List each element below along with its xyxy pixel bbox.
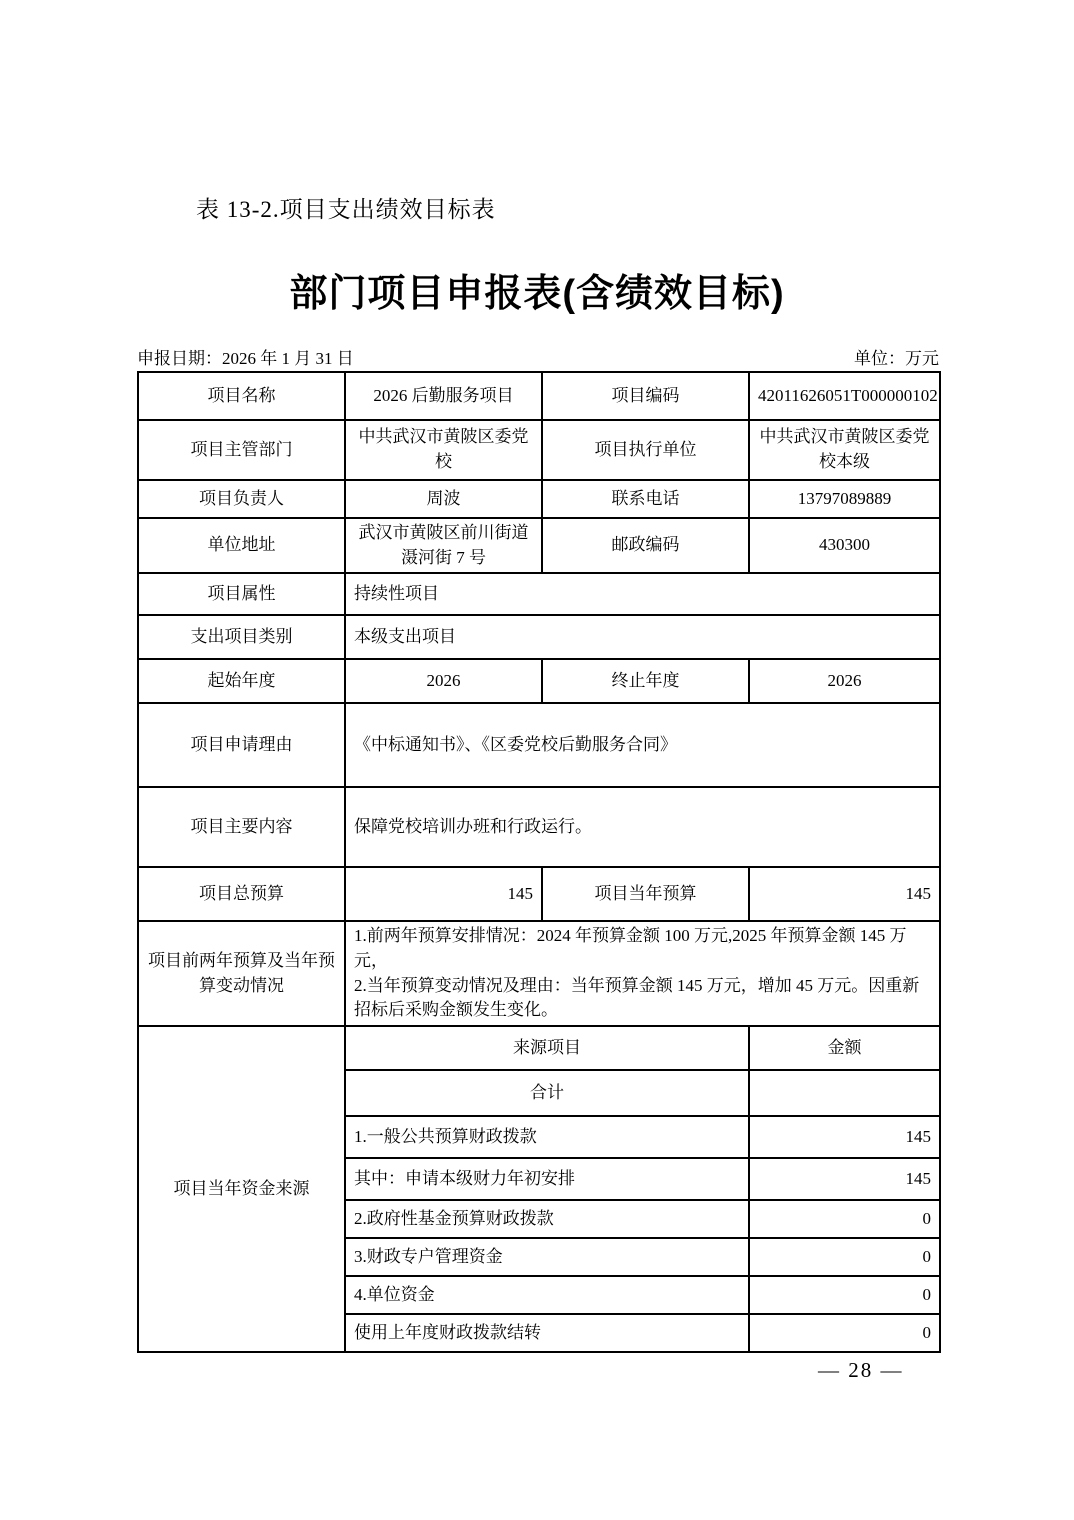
meta-row xyxy=(137,344,939,369)
funding-source: 2.政府性基金预算财政拨款 xyxy=(345,1200,749,1238)
category-label: 支出项目类别 xyxy=(138,615,345,659)
reason-value: 《中标通知书》、《区委党校后勤服务合同》 xyxy=(345,703,940,787)
prev-budget-value xyxy=(345,921,940,1026)
row-prev-budget xyxy=(138,921,940,1026)
content-label: 项目主要内容 xyxy=(138,787,345,867)
year-budget-label: 项目当年预算 xyxy=(542,867,749,921)
exec-unit-value: 中共武汉市黄陂区委党校本级 xyxy=(749,420,940,480)
row-funding-header xyxy=(138,1026,940,1070)
exec-unit-label: 项目执行单位 xyxy=(542,420,749,480)
start-year-label: 起始年度 xyxy=(138,659,345,703)
row-main-content xyxy=(138,787,940,867)
row-budget xyxy=(138,867,940,921)
row-address xyxy=(138,518,940,573)
phone-label: 联系电话 xyxy=(542,480,749,518)
attribute-label: 项目属性 xyxy=(138,573,345,615)
funding-source: 其中：申请本级财力年初安排 xyxy=(345,1158,749,1200)
funding-source: 使用上年度财政拨款结转 xyxy=(345,1314,749,1352)
row-years xyxy=(138,659,940,703)
year-budget-value: 145 xyxy=(749,867,940,921)
row-project-name xyxy=(138,372,940,420)
phone-value: 13797089889 xyxy=(749,480,940,518)
funding-amount-header: 金额 xyxy=(749,1026,940,1070)
funding-source: 1.一般公共预算财政拨款 xyxy=(345,1116,749,1158)
prev-budget-label: 项目前两年预算及当年预算变动情况 xyxy=(138,921,345,1026)
funding-amount: 145 xyxy=(749,1116,940,1158)
category-value: 本级支出项目 xyxy=(345,615,940,659)
row-departments xyxy=(138,420,940,480)
attribute-value: 持续性项目 xyxy=(345,573,940,615)
postcode-value: 430300 xyxy=(749,518,940,573)
page-title: 部门项目申报表(含绩效目标) xyxy=(289,273,785,315)
address-label: 单位地址 xyxy=(138,518,345,573)
doc-section-label: 表 13-2.项目支出绩效目标表 xyxy=(196,197,496,222)
funding-amount: 0 xyxy=(749,1314,940,1352)
row-leader xyxy=(138,480,940,518)
start-year-value: 2026 xyxy=(345,659,542,703)
funding-source-header: 来源项目 xyxy=(345,1026,749,1070)
prev-budget-line2: 2.当年预算变动情况及理由：当年预算金额 145 万元，增加 45 万元。因重新招标后采购金额发生变化。 xyxy=(354,975,920,1020)
funding-amount: 0 xyxy=(749,1200,940,1238)
funding-source: 4.单位资金 xyxy=(345,1276,749,1314)
leader-value: 周波 xyxy=(345,480,542,518)
leader-label: 项目负责人 xyxy=(138,480,345,518)
content-value: 保障党校培训办班和行政运行。 xyxy=(345,787,940,867)
dept-label: 项目主管部门 xyxy=(138,420,345,480)
unit-label: 单位：万元 xyxy=(854,349,939,368)
page-number: — 28 — xyxy=(818,1358,904,1382)
funding-source: 3.财政专户管理资金 xyxy=(345,1238,749,1276)
postcode-label: 邮政编码 xyxy=(542,518,749,573)
project-code-label: 项目编码 xyxy=(542,372,749,420)
row-reason xyxy=(138,703,940,787)
end-year-label: 终止年度 xyxy=(542,659,749,703)
total-budget-value: 145 xyxy=(345,867,542,921)
dept-value: 中共武汉市黄陂区委党校 xyxy=(345,420,542,480)
funding-amount: 0 xyxy=(749,1276,940,1314)
project-name-label: 项目名称 xyxy=(138,372,345,420)
reason-label: 项目申请理由 xyxy=(138,703,345,787)
funding-amount: 0 xyxy=(749,1238,940,1276)
project-name-value: 2026 后勤服务项目 xyxy=(345,372,542,420)
project-application-table xyxy=(137,371,941,1353)
end-year-value: 2026 xyxy=(749,659,940,703)
report-date: 申报日期：2026 年 1 月 31 日 xyxy=(137,349,354,368)
prev-budget-line1: 1.前两年预算安排情况：2024 年预算金额 100 万元,2025 年预算金额 145 万元， xyxy=(354,926,907,970)
address-value: 武汉市黄陂区前川街道滠河街 7 号 xyxy=(345,518,542,573)
project-code-value: 42011626051T000000102 xyxy=(749,372,940,420)
funding-section-label: 项目当年资金来源 xyxy=(138,1026,345,1352)
row-category xyxy=(138,615,940,659)
funding-amount xyxy=(749,1070,940,1116)
funding-amount: 145 xyxy=(749,1158,940,1200)
total-budget-label: 项目总预算 xyxy=(138,867,345,921)
row-attribute xyxy=(138,573,940,615)
funding-source: 合计 xyxy=(345,1070,749,1116)
